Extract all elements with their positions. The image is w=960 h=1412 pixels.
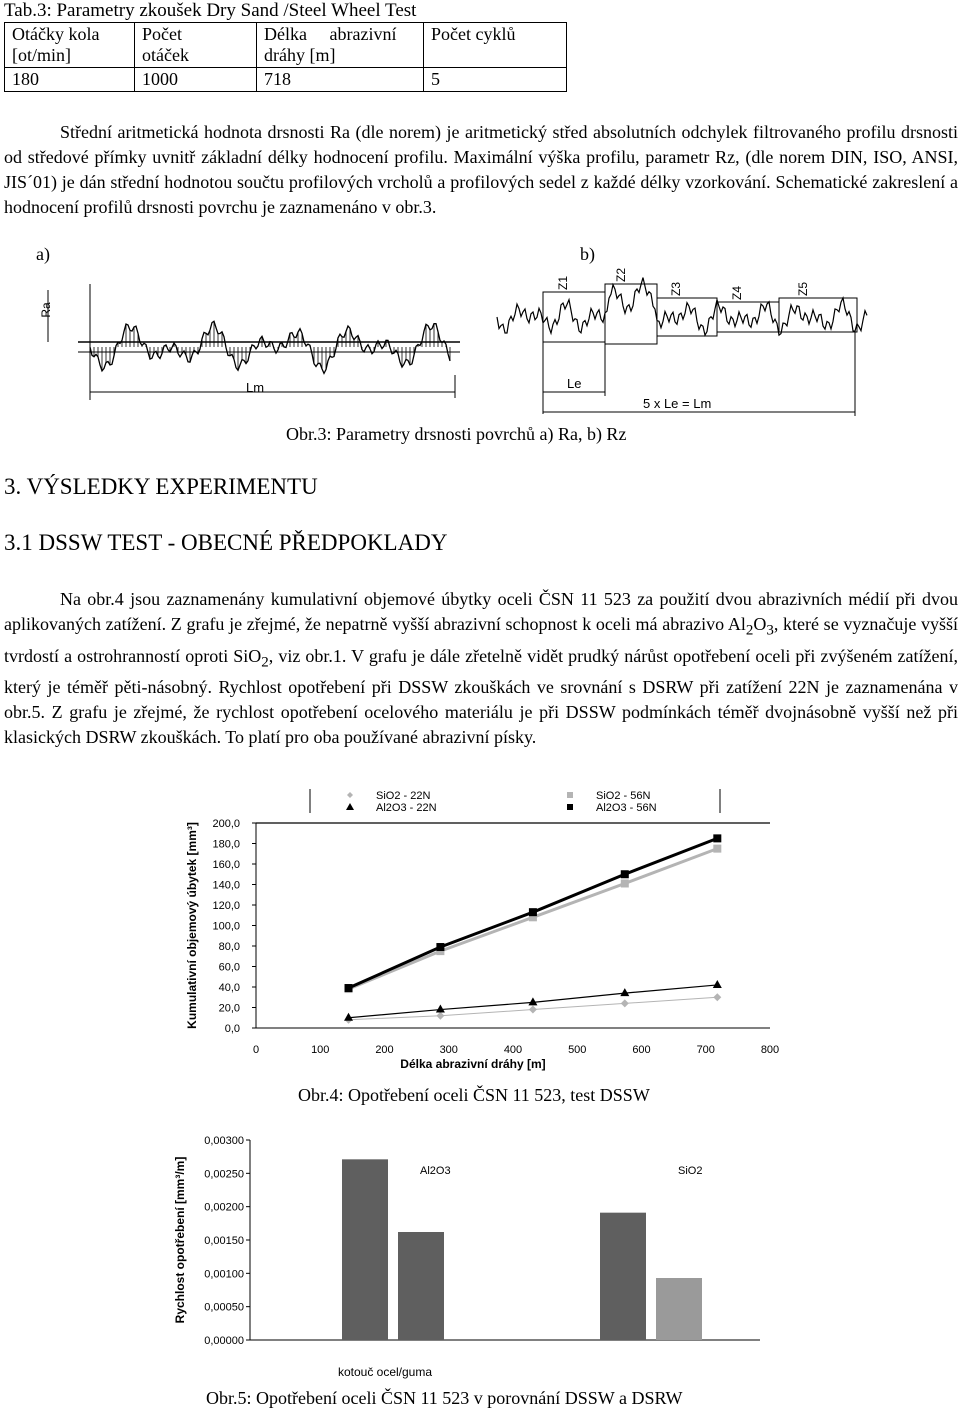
legend-marker xyxy=(347,792,353,798)
x-tick-label: 0 xyxy=(252,1044,260,1056)
table-header-row xyxy=(5,23,567,68)
table-cell: 718 xyxy=(257,68,424,92)
legend-label: SiO2 - 56N xyxy=(596,790,651,802)
zone-label: Z1 xyxy=(556,275,570,290)
table-row xyxy=(5,68,567,92)
bar xyxy=(600,1213,646,1340)
chart-axes xyxy=(212,818,779,1056)
x-axis-label: kotouč ocel/guma xyxy=(337,1365,433,1379)
subsection-heading: 3.1 DSSW TEST - OBECNÉ PŘEDPOKLADY xyxy=(4,530,448,555)
table-header-cell: Otáčky kola [ot/min] xyxy=(5,23,135,68)
table-header-cell: Počet cyklů xyxy=(424,23,567,68)
data-point xyxy=(529,908,537,916)
table-header-cell: Délka abrazivní dráhy [m] xyxy=(257,23,424,68)
wear-rate-bar-chart xyxy=(170,1128,770,1383)
y-tick-label: 40,0 xyxy=(218,982,240,994)
group-label: SiO2 xyxy=(678,1165,703,1177)
zone-label: Z3 xyxy=(669,281,683,296)
legend-label: Al2O3 - 56N xyxy=(596,802,657,814)
y-tick-label: 160,0 xyxy=(212,859,240,871)
data-point xyxy=(620,988,629,996)
y-tick-label: 20,0 xyxy=(218,1002,240,1015)
data-point xyxy=(713,834,721,842)
le-label: Le xyxy=(567,376,582,391)
data-point xyxy=(713,980,722,988)
y-tick-label: 0,00300 xyxy=(204,1135,244,1147)
parameters-table xyxy=(4,22,567,92)
bar xyxy=(398,1232,444,1340)
x-tick-label: 100 xyxy=(311,1044,330,1056)
data-point xyxy=(621,870,629,878)
zone-label: Z4 xyxy=(730,285,744,300)
x-tick-label: 600 xyxy=(632,1044,651,1056)
figure3-caption: Obr.3: Parametry drsnosti povrchů a) Ra, b) Rz xyxy=(286,424,627,444)
x-tick-label: 700 xyxy=(696,1044,715,1056)
x-tick-label: 800 xyxy=(760,1044,780,1056)
figure4-caption: Obr.4: Opotřebení oceli ČSN 11 523, test DSSW xyxy=(298,1085,650,1105)
deviation-hatching xyxy=(90,321,450,371)
chart-bars xyxy=(342,1159,702,1340)
lm-label: Lm xyxy=(245,380,265,395)
x-tick-label: 300 xyxy=(439,1044,458,1056)
data-point xyxy=(528,997,537,1005)
figure5-caption: Obr.5: Opotřebení oceli ČSN 11 523 v porovnání DSSW a DSRW xyxy=(206,1388,683,1408)
y-tick-label: 0,00150 xyxy=(204,1235,244,1247)
figure-label-a: a) xyxy=(36,244,50,264)
data-point xyxy=(713,993,721,1001)
bar xyxy=(342,1159,388,1340)
legend-label: Al2O3 - 22N xyxy=(376,802,437,814)
profile-curve xyxy=(90,321,450,373)
bar xyxy=(656,1278,702,1340)
legend-marker xyxy=(346,803,354,810)
wear-line-chart xyxy=(180,785,800,1085)
data-point xyxy=(436,1012,444,1020)
y-tick-label: 0,00250 xyxy=(204,1168,244,1181)
y-tick-label: 180,0 xyxy=(212,838,240,851)
ra-label: Ra xyxy=(39,302,53,318)
y-axis-label: Rychlost opotřebení [mm³/m] xyxy=(173,1156,187,1324)
y-tick-label: 100,0 xyxy=(212,920,240,933)
data-point xyxy=(713,845,721,853)
y-tick-label: 140,0 xyxy=(212,879,240,892)
y-tick-label: 60,0 xyxy=(218,961,240,974)
table-cell: 1000 xyxy=(135,68,257,92)
y-tick-label: 0,00100 xyxy=(204,1268,244,1281)
data-point xyxy=(529,1006,537,1014)
y-tick-label: 0,00200 xyxy=(204,1201,244,1214)
data-point xyxy=(621,879,629,887)
legend-marker xyxy=(567,792,573,798)
paragraph-roughness: Střední aritmetická hodnota drsnosti Ra (dle norem) je aritmetický střed absolutních odchylek filtrovaného profilu drsnosti od středové přímky uvnitř základní délky hodnocení profilu. Maximální výška profilu, parametr Rz, (dle norem DIN, ISO, ANSI, JIS´01) je dán střední hodnotou součtu profilových vrcholů a profilových sedel z každé délky vzorkování. Schematické zakreslení a hodnocení profilů drsnosti povrchu je zaznamenáno v obr.3. xyxy=(4,122,958,217)
legend-marker xyxy=(567,804,573,810)
y-tick-label: 0,0 xyxy=(224,1023,240,1035)
y-axis-label: Kumulativní objemový úbytek [mm³] xyxy=(185,822,199,1029)
data-point xyxy=(344,1013,353,1021)
group-label: Al2O3 xyxy=(420,1165,451,1177)
y-tick-label: 0,00000 xyxy=(204,1335,244,1347)
legend-label: SiO2 - 22N xyxy=(376,790,431,802)
y-tick-label: 80,0 xyxy=(218,941,240,953)
x-axis-label: Délka abrazivní dráhy [m] xyxy=(400,1057,546,1071)
data-point xyxy=(345,984,353,992)
y-tick-label: 0,00050 xyxy=(204,1301,244,1314)
y-tick-label: 200,0 xyxy=(212,818,240,830)
section-heading: 3. VÝSLEDKY EXPERIMENTU xyxy=(4,474,318,499)
chart-legend xyxy=(310,789,720,814)
zone-label: Z2 xyxy=(614,267,628,282)
x-tick-label: 200 xyxy=(375,1044,394,1056)
data-point xyxy=(436,1005,445,1013)
chart-series xyxy=(344,834,722,1023)
table-caption: Tab.3: Parametry zkoušek Dry Sand /Steel Wheel Test xyxy=(4,0,417,21)
figure-label-b: b) xyxy=(580,244,595,264)
roughness-profile-ra xyxy=(30,280,470,420)
data-point xyxy=(436,943,444,951)
zone-box xyxy=(605,284,657,344)
y-tick-label: 120,0 xyxy=(212,900,240,912)
table-cell: 180 xyxy=(5,68,135,92)
data-point xyxy=(621,999,629,1007)
table-cell: 5 xyxy=(424,68,567,92)
paragraph-results: Na obr.4 jsou zaznamenány kumulativní objemové úbytky oceli ČSN 11 523 za použití dvou abrazivních médií při dvou aplikovaných zatížení. Z grafu je zřejmé, že nepatrně vyšší abrazivní schopnost k oceli má abrazivo $Al_2O_3$, které se vyznačuje vyšší tvrdostí a ostrohranností oproti SiO$_2$, viz obr.1. V grafu je dále zřetelně vidět prudký nárůst opotřebení oceli při zvýšeném zatížení, který je téměř pěti-násobný. Rychlost opotřebení při DSSW zkouškách ve srovnání s DSRW při zatížení 22N je zaznamenána v obr.5. Z grafu je zřejmé, že rychlost opotřebení ocelového materiálu je při DSSW podmínkách téměř dvojnásobně vyšší než při klasických DSRW zkouškách. To platí pro oba používané abrazivní písky. xyxy=(4,589,958,748)
lm-label: 5 x Le = Lm xyxy=(643,396,712,411)
roughness-profile-rz xyxy=(495,262,870,420)
x-tick-label: 400 xyxy=(503,1044,523,1056)
zone-label: Z5 xyxy=(796,281,810,296)
zone-box xyxy=(779,298,857,332)
x-tick-label: 500 xyxy=(568,1044,587,1056)
table-header-cell: Počet otáček xyxy=(135,23,257,68)
